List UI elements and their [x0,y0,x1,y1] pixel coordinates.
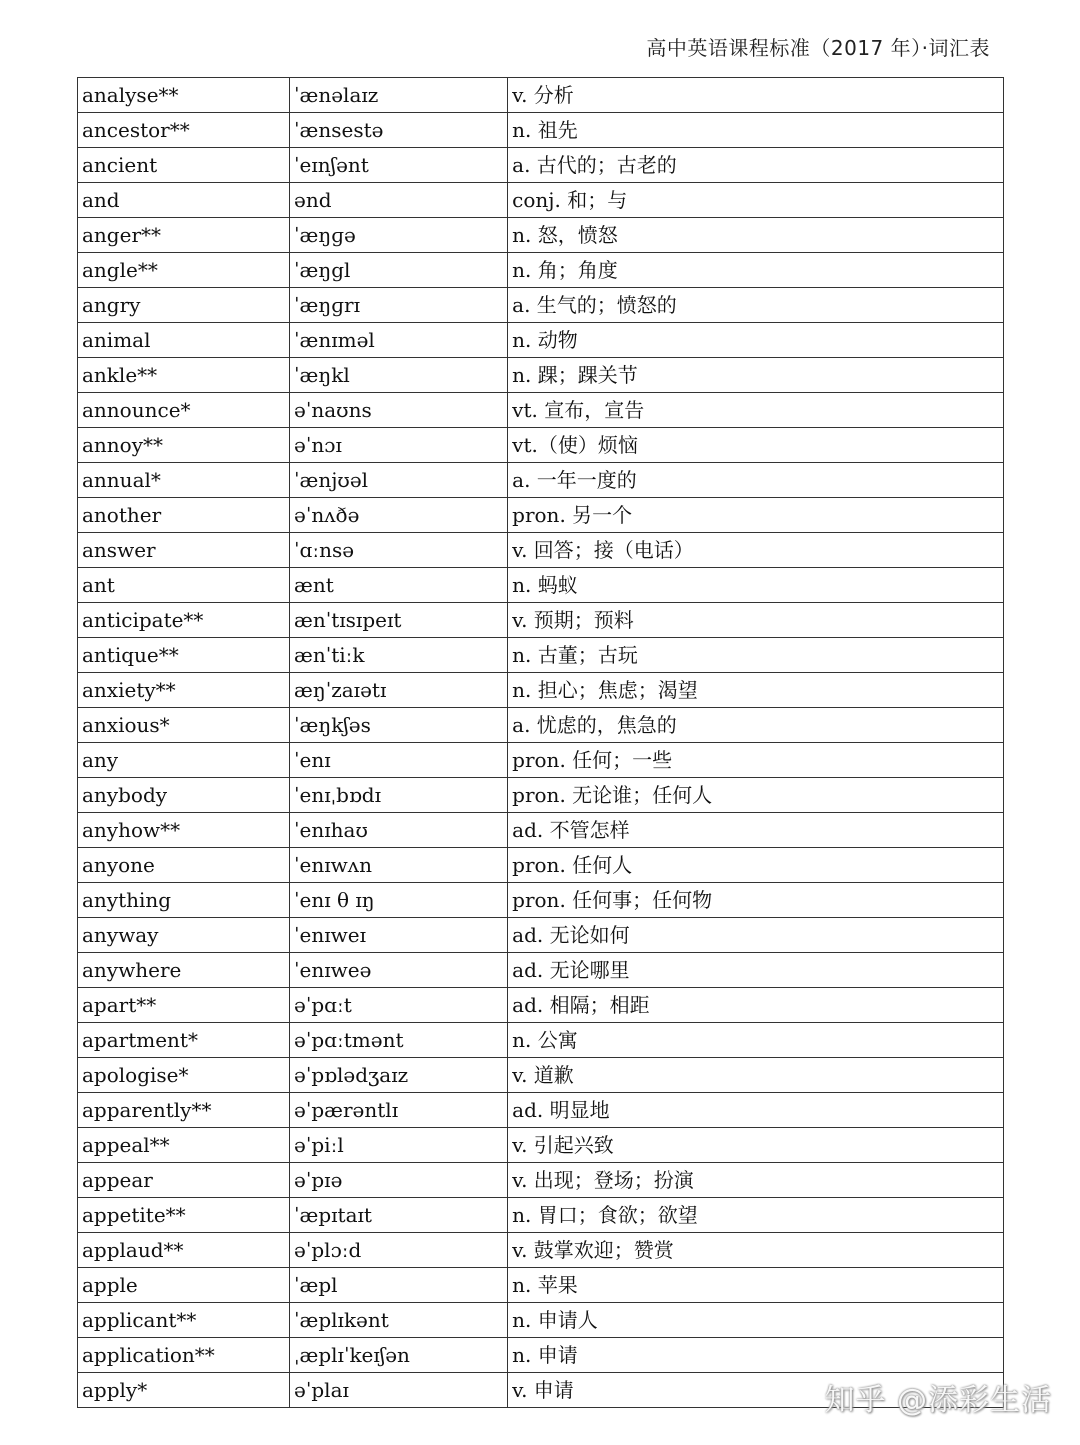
table-row [78,568,1004,603]
phonetic-cell: ˈenɪˌbɒdɪ [290,778,508,813]
phonetic-cell: əˈnʌðə [290,498,508,533]
definition-cell: n. 苹果 [508,1268,1004,1303]
table-row [78,253,1004,288]
definition-cell: pron. 任何；一些 [508,743,1004,778]
definition-cell: v. 分析 [508,78,1004,113]
definition-cell: ad. 无论如何 [508,918,1004,953]
definition-cell: n. 担心；焦虑；渴望 [508,673,1004,708]
definition-cell: conj. 和；与 [508,183,1004,218]
definition-cell: ad. 不管怎样 [508,813,1004,848]
definition-cell: n. 胃口；食欲；欲望 [508,1198,1004,1233]
definition-cell: pron. 另一个 [508,498,1004,533]
table-row [78,1058,1004,1093]
word-cell: anger** [78,218,290,253]
table-row [78,113,1004,148]
word-cell: apartment* [78,1023,290,1058]
table-row [78,918,1004,953]
word-cell: ancient [78,148,290,183]
phonetic-cell: ˈenɪhaʊ [290,813,508,848]
definition-cell: a. 一年一度的 [508,463,1004,498]
phonetic-cell: əˈpɑːt [290,988,508,1023]
phonetic-cell: æŋˈzaɪətɪ [290,673,508,708]
table-row [78,603,1004,638]
table-row [78,393,1004,428]
table-row [78,1303,1004,1338]
phonetic-cell: əˈpɒlədʒaɪz [290,1058,508,1093]
word-cell: angle** [78,253,290,288]
phonetic-cell: əˈnɔɪ [290,428,508,463]
word-cell: ancestor** [78,113,290,148]
table-row [78,358,1004,393]
phonetic-cell: ˈæplɪkənt [290,1303,508,1338]
phonetic-cell: ˈæŋgl [290,253,508,288]
table-row [78,498,1004,533]
table-row [78,1093,1004,1128]
phonetic-cell: əˈplaɪ [290,1373,508,1408]
definition-cell: v. 出现；登场；扮演 [508,1163,1004,1198]
table-row [78,148,1004,183]
definition-cell: n. 公寓 [508,1023,1004,1058]
word-cell: another [78,498,290,533]
definition-cell: v. 鼓掌欢迎；赞赏 [508,1233,1004,1268]
word-cell: appetite** [78,1198,290,1233]
phonetic-cell: ˈenɪweɪ [290,918,508,953]
phonetic-cell: ˈæŋɡrɪ [290,288,508,323]
word-cell: animal [78,323,290,358]
phonetic-cell: ˈæpl [290,1268,508,1303]
definition-cell: v. 引起兴致 [508,1128,1004,1163]
table-row [78,428,1004,463]
table-row [78,288,1004,323]
definition-cell: pron. 任何人 [508,848,1004,883]
phonetic-cell: ˈeɪnʃənt [290,148,508,183]
table-row [78,848,1004,883]
phonetic-cell: ˈenɪ [290,743,508,778]
page-header-title: 高中英语课程标准（2017 年）·词汇表 [646,36,990,60]
phonetic-cell: əˈplɔːd [290,1233,508,1268]
watermark: 知乎 @添彩生活 [824,1383,1052,1418]
table-row [78,1163,1004,1198]
word-cell: apply* [78,1373,290,1408]
phonetic-cell: ˈenɪweə [290,953,508,988]
word-cell: anywhere [78,953,290,988]
word-cell: anybody [78,778,290,813]
definition-cell: v. 道歉 [508,1058,1004,1093]
phonetic-cell: ˈæŋɡə [290,218,508,253]
table-row [78,778,1004,813]
word-cell: analyse** [78,78,290,113]
phonetic-cell: ˈæpɪtaɪt [290,1198,508,1233]
phonetic-cell: ənd [290,183,508,218]
phonetic-cell: ˈænəlaɪz [290,78,508,113]
word-cell: announce* [78,393,290,428]
phonetic-cell: əˈpærəntlɪ [290,1093,508,1128]
word-cell: any [78,743,290,778]
definition-cell: n. 怒，愤怒 [508,218,1004,253]
word-cell: anticipate** [78,603,290,638]
table-row [78,1023,1004,1058]
table-row [78,1268,1004,1303]
definition-cell: pron. 任何事；任何物 [508,883,1004,918]
word-cell: anyway [78,918,290,953]
definition-cell: n. 申请 [508,1338,1004,1373]
table-row [78,988,1004,1023]
word-cell: angry [78,288,290,323]
word-cell: apologise* [78,1058,290,1093]
word-cell: applaud** [78,1233,290,1268]
word-cell: antique** [78,638,290,673]
word-cell: apparently** [78,1093,290,1128]
word-cell: anyhow** [78,813,290,848]
phonetic-cell: ænt [290,568,508,603]
definition-cell: a. 忧虑的，焦急的 [508,708,1004,743]
table-row [78,953,1004,988]
phonetic-cell: ˈænsestə [290,113,508,148]
word-cell: annual* [78,463,290,498]
table-row [78,743,1004,778]
table-row [78,463,1004,498]
table-row [78,673,1004,708]
phonetic-cell: əˈpɑːtmənt [290,1023,508,1058]
vocabulary-table [77,77,1004,1408]
vocabulary-table-body [78,78,1004,1408]
definition-cell: n. 申请人 [508,1303,1004,1338]
definition-cell: vt. 宣布，宣告 [508,393,1004,428]
table-row [78,218,1004,253]
word-cell: applicant** [78,1303,290,1338]
definition-cell: n. 蚂蚁 [508,568,1004,603]
definition-cell: a. 生气的；愤怒的 [508,288,1004,323]
definition-cell: ad. 无论哪里 [508,953,1004,988]
phonetic-cell: ænˈtɪsɪpeɪt [290,603,508,638]
phonetic-cell: ˌæplɪˈkeɪʃən [290,1338,508,1373]
table-row [78,78,1004,113]
table-row [78,1128,1004,1163]
table-row [78,183,1004,218]
table-row [78,638,1004,673]
definition-cell: n. 角；角度 [508,253,1004,288]
phonetic-cell: əˈpɪə [290,1163,508,1198]
phonetic-cell: ˈenɪ θ ɪŋ [290,883,508,918]
definition-cell: n. 古董；古玩 [508,638,1004,673]
phonetic-cell: əˈnaʊns [290,393,508,428]
phonetic-cell: ˈæŋkl [290,358,508,393]
word-cell: annoy** [78,428,290,463]
phonetic-cell: ˈæŋkʃəs [290,708,508,743]
phonetic-cell: əˈpiːl [290,1128,508,1163]
word-cell: appear [78,1163,290,1198]
word-cell: anxious* [78,708,290,743]
definition-cell: n. 踝；踝关节 [508,358,1004,393]
table-row [78,1338,1004,1373]
table-row [78,883,1004,918]
definition-cell: a. 古代的；古老的 [508,148,1004,183]
word-cell: ant [78,568,290,603]
word-cell: appeal** [78,1128,290,1163]
definition-cell: v. 回答；接（电话） [508,533,1004,568]
phonetic-cell: ænˈtiːk [290,638,508,673]
word-cell: anxiety** [78,673,290,708]
table-row [78,1198,1004,1233]
definition-cell: n. 动物 [508,323,1004,358]
definition-cell: ad. 明显地 [508,1093,1004,1128]
phonetic-cell: ˈænjʊəl [290,463,508,498]
word-cell: apart** [78,988,290,1023]
word-cell: answer [78,533,290,568]
table-row [78,1233,1004,1268]
definition-cell: n. 祖先 [508,113,1004,148]
word-cell: apple [78,1268,290,1303]
table-row [78,323,1004,358]
table-row [78,533,1004,568]
word-cell: and [78,183,290,218]
word-cell: application** [78,1338,290,1373]
definition-cell: vt.（使）烦恼 [508,428,1004,463]
table-row [78,708,1004,743]
definition-cell: ad. 相隔；相距 [508,988,1004,1023]
phonetic-cell: ˈɑːnsə [290,533,508,568]
definition-cell: pron. 无论谁；任何人 [508,778,1004,813]
phonetic-cell: ˈenɪwʌn [290,848,508,883]
phonetic-cell: ˈænɪməl [290,323,508,358]
table-row [78,813,1004,848]
word-cell: anyone [78,848,290,883]
definition-cell: v. 预期；预料 [508,603,1004,638]
word-cell: ankle** [78,358,290,393]
word-cell: anything [78,883,290,918]
definition-cell: v. 申请 [508,1373,1004,1408]
